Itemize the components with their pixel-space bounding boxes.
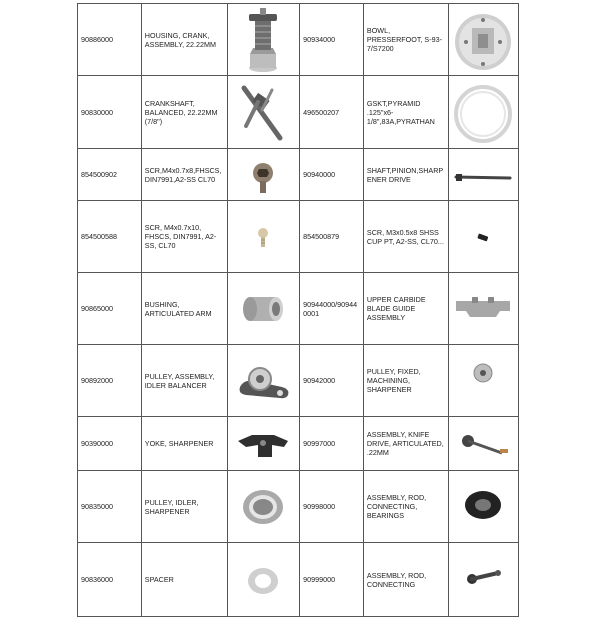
part-number: 90830000: [78, 76, 142, 149]
idler-bearing-icon: [227, 471, 300, 543]
bushing-icon: [227, 273, 300, 345]
spacer-ring-icon: [227, 543, 300, 617]
part-number: 90886000: [78, 4, 142, 76]
part-description: ASSEMBLY, ROD, CONNECTING, BEARINGS: [363, 471, 448, 543]
part-number: 90934000: [300, 4, 364, 76]
table-row: [78, 201, 519, 273]
parts-table: [77, 3, 519, 617]
table-row: [78, 543, 519, 617]
part-description: PULLEY, ASSEMBLY, IDLER BALANCER: [141, 345, 227, 417]
table-row: [78, 273, 519, 345]
table-row: [78, 149, 519, 201]
part-number: 90865000: [78, 273, 142, 345]
part-number: 90892000: [78, 345, 142, 417]
crankshaft-icon: [227, 76, 300, 149]
screw-icon: [227, 201, 300, 273]
part-description: CRANKSHAFT, BALANCED, 22.22MM (7/8"): [141, 76, 227, 149]
fixed-pulley-icon: [448, 345, 518, 417]
flat-head-screw-icon: [227, 149, 300, 201]
part-description: SCR, M4x0.7x10, FHSCS, DIN7991, A2-SS, CL70: [141, 201, 227, 273]
part-description: SCR, M3x0.5x8 SHSS CUP PT, A2-SS, CL70...: [363, 201, 448, 273]
part-description: PULLEY, IDLER, SHARPENER: [141, 471, 227, 543]
knife-drive-icon: [448, 417, 518, 471]
part-number: 90835000: [78, 471, 142, 543]
table-row: [78, 345, 519, 417]
connecting-rod-bearing-icon: [448, 471, 518, 543]
part-description: HOUSING, CRANK, ASSEMBLY, 22.22MM: [141, 4, 227, 76]
table-row: [78, 76, 519, 149]
part-description: BUSHING, ARTICULATED ARM: [141, 273, 227, 345]
part-number: 90998000: [300, 471, 364, 543]
part-number: 90940000: [300, 149, 364, 201]
part-description: ASSEMBLY, KNIFE DRIVE, ARTICULATED, .22MM: [363, 417, 448, 471]
part-number: 854500879: [300, 201, 364, 273]
gasket-ring-icon: [448, 76, 518, 149]
idler-pulley-assembly-icon: [227, 345, 300, 417]
part-description: BOWL, PRESSERFOOT, S-93-7/S7200: [363, 4, 448, 76]
part-description: ASSEMBLY, ROD, CONNECTING: [363, 543, 448, 617]
part-number: 90390000: [78, 417, 142, 471]
part-description: SCR,M4x0.7x8,FHSCS,DIN7991,A2-SS CL70: [141, 149, 227, 201]
presserfoot-bowl-icon: [448, 4, 518, 76]
part-description: GSKT,PYRAMID .125"x6-1/8",83A,PYRATHAN: [363, 76, 448, 149]
part-description: YOKE, SHARPENER: [141, 417, 227, 471]
crank-housing-icon: [227, 4, 300, 76]
part-number: 496500207: [300, 76, 364, 149]
table-row: [78, 471, 519, 543]
part-description: UPPER CARBIDE BLADE GUIDE ASSEMBLY: [363, 273, 448, 345]
table-row: [78, 4, 519, 76]
part-description: SPACER: [141, 543, 227, 617]
part-number: 90997000: [300, 417, 364, 471]
part-number: 854500588: [78, 201, 142, 273]
part-description: PULLEY, FIXED, MACHINING, SHARPENER: [363, 345, 448, 417]
part-number: 90836000: [78, 543, 142, 617]
pinion-shaft-icon: [448, 149, 518, 201]
part-number: 90999000: [300, 543, 364, 617]
part-description: SHAFT,PINION,SHARPENER DRIVE: [363, 149, 448, 201]
set-screw-icon: [448, 201, 518, 273]
part-number: 90942000: [300, 345, 364, 417]
part-number: 90944000/909440001: [300, 273, 364, 345]
blade-guide-icon: [448, 273, 518, 345]
connecting-rod-icon: [448, 543, 518, 617]
table-row: [78, 417, 519, 471]
part-number: 854500902: [78, 149, 142, 201]
yoke-icon: [227, 417, 300, 471]
